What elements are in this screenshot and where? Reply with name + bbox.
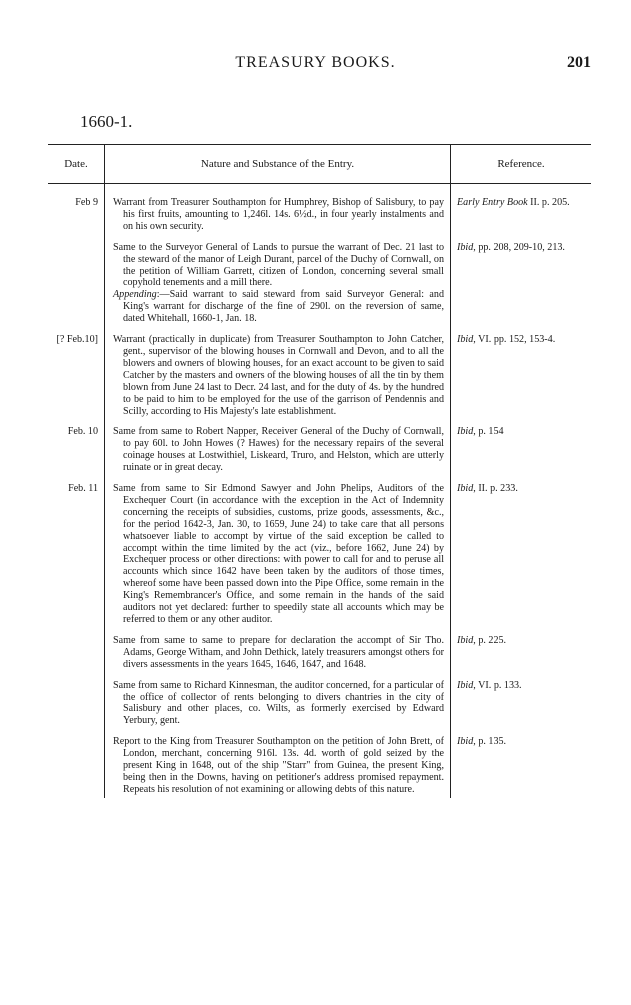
entry-reference bbox=[457, 197, 589, 209]
reference-pages: , p. 225. bbox=[473, 634, 507, 646]
reference-pages: II. p. 205. bbox=[527, 197, 570, 208]
reference-pages: , p. 154 bbox=[473, 426, 504, 438]
reference-source: Early Entry Book bbox=[457, 197, 528, 208]
reference-source: Ibid bbox=[457, 426, 474, 438]
table-header-row bbox=[48, 145, 591, 184]
table-row bbox=[48, 190, 591, 235]
table-row bbox=[48, 673, 591, 730]
reference-pages: , p. 135. bbox=[473, 736, 507, 748]
entry-text: Report to the King from Treasurer Southampton on the petition of John Brett, of London, merchant, concerning 916l. 13s. 4d. worth of gold seized by the present King in 1648, out of the ship "Starr" from Guinea, the present King, being then in the Downs, having on petitioner's address promised repayment. Repeats his resolution of not examining or allowing debts of this nature. bbox=[113, 736, 444, 795]
reference-pages: , VI. p. 133. bbox=[473, 679, 522, 691]
entry-date bbox=[48, 235, 105, 327]
reference-source: Ibid bbox=[457, 483, 474, 495]
table-row bbox=[48, 729, 591, 798]
reference-source: Ibid bbox=[457, 334, 474, 346]
reference-pages: , II. p. 233. bbox=[473, 483, 518, 495]
year-heading: 1660-1. bbox=[80, 112, 133, 131]
running-header-title: TREASURY BOOKS. bbox=[235, 54, 396, 71]
reference-pages: , VI. pp. 152, 153-4. bbox=[473, 334, 556, 346]
entry-text: Same from same to Sir Edmond Sawyer and John Phelips, Auditors of the Exchequer Court (in accordance with the exception in the Act of Indemnity concerning the receipts of subsidies, customs, prize goods, assessments, &c., for the period 1642-3, Jan. 30, to 1659, June 24) to take care that all persons whatsoever liable to accompt by virtue of the said exception be called to accompt within the time limited by the act (viz., before 1662, June 24) by Exchequer process or other directions: with power to call for and to peruse all accounts which since 1642 have been taken by the auditors of those times, whereof some have been passed down into the Pipe Office, some remain in the King's Remembrancer's Office, and some remain in the hands of the said auditors not yet declared: further to speedily state all accounts which may be referred to them or any other auditor. bbox=[113, 483, 444, 625]
reference-source: Ibid bbox=[457, 634, 474, 646]
table-row bbox=[48, 628, 591, 673]
appending-text: :—Said warrant to said steward from said Surveyor General: and King's warrant for discharge of the fine of 290l. on the reversion of same, dated Whitehall, 1660-1, Jan. 18. bbox=[123, 289, 444, 325]
nature-column-header: Nature and Substance of the Entry. bbox=[105, 145, 451, 184]
entry-text: Same from same to Richard Kinnesman, the auditor concerned, for a particular of the office of collector of rents belonging to divers chantries in the city of Salisbury and other places, co. Wilts, as formerly exercised by Edward Yerbury, gent. bbox=[113, 679, 444, 727]
entry-reference bbox=[457, 242, 589, 254]
entry-text: Same from same to same to prepare for declaration the accompt of Sir Tho. Adams, George Witham, and John Dethick, lately treasurers amongst others for divers assessments in the years 1645, 1646, 1647, and 1648. bbox=[113, 634, 444, 670]
entry-reference bbox=[457, 483, 589, 495]
reference-source: Ibid bbox=[457, 241, 474, 253]
entry-text: Warrant from Treasurer Southampton for Humphrey, Bishop of Salisbury, to pay his first fruits, amounting to 1,246l. 14s. 6½d., in four yearly instalments and on his own security. bbox=[113, 197, 444, 232]
entry-reference bbox=[457, 426, 589, 438]
table-row bbox=[48, 476, 591, 628]
entry-date: Feb 9 bbox=[48, 190, 105, 235]
entry-date: Feb. 10 bbox=[48, 419, 105, 476]
entry-reference bbox=[457, 736, 589, 748]
reference-source: Ibid bbox=[457, 679, 474, 691]
page-number: 201 bbox=[567, 54, 591, 71]
date-column-header: Date. bbox=[48, 145, 105, 184]
reference-column-header: Reference. bbox=[451, 145, 592, 184]
table-row bbox=[48, 419, 591, 476]
table-row bbox=[48, 235, 591, 327]
appending-note bbox=[113, 289, 444, 325]
entry-date: [? Feb.10] bbox=[48, 327, 105, 419]
entry-text: Same to the Surveyor General of Lands to pursue the warrant of Dec. 21 last to the steward of the manor of Leigh Durant, parcel of the Duchy of Cornwall, on the petition of William Garrett, citizen of London, concerning several small copyhold tenements and a mill there. bbox=[113, 241, 444, 289]
appending-label: Appending bbox=[113, 289, 157, 301]
reference-pages: , pp. 208, 209-10, 213. bbox=[473, 241, 565, 253]
entry-reference bbox=[457, 334, 589, 346]
reference-source: Ibid bbox=[457, 736, 474, 748]
entry-text: Same from same to Robert Napper, Receiver General of the Duchy of Cornwall, to pay 60l. to John Howes (? Hawes) for the necessary repairs of the several coinage houses at Lostwithiel, Liskeard, Truro, and Helston, which are utterly ruinate or in great decay. bbox=[113, 426, 444, 474]
entry-date bbox=[48, 673, 105, 730]
entry-date bbox=[48, 628, 105, 673]
entries-table bbox=[48, 144, 591, 798]
entry-date bbox=[48, 729, 105, 798]
entry-reference bbox=[457, 680, 589, 692]
table-row bbox=[48, 327, 591, 419]
entry-text: Warrant (practically in duplicate) from Treasurer Southampton to John Catcher, gent., supervisor of the blowing houses in Cornwall and Devon, and to all the blowers and owners of blowing houses, for an exact account to be given to said Catcher by the masters and owners of the blowing houses of all the tin by them blown from June 24 last to Decr. 24 last, and for the duty of 4s. by the hundred to be paid to him to be employed for the use of the garrison of Pendennis and Scilly, according to His Majesty's late establishment. bbox=[113, 334, 444, 417]
entry-date: Feb. 11 bbox=[48, 476, 105, 628]
entry-reference bbox=[457, 635, 589, 647]
